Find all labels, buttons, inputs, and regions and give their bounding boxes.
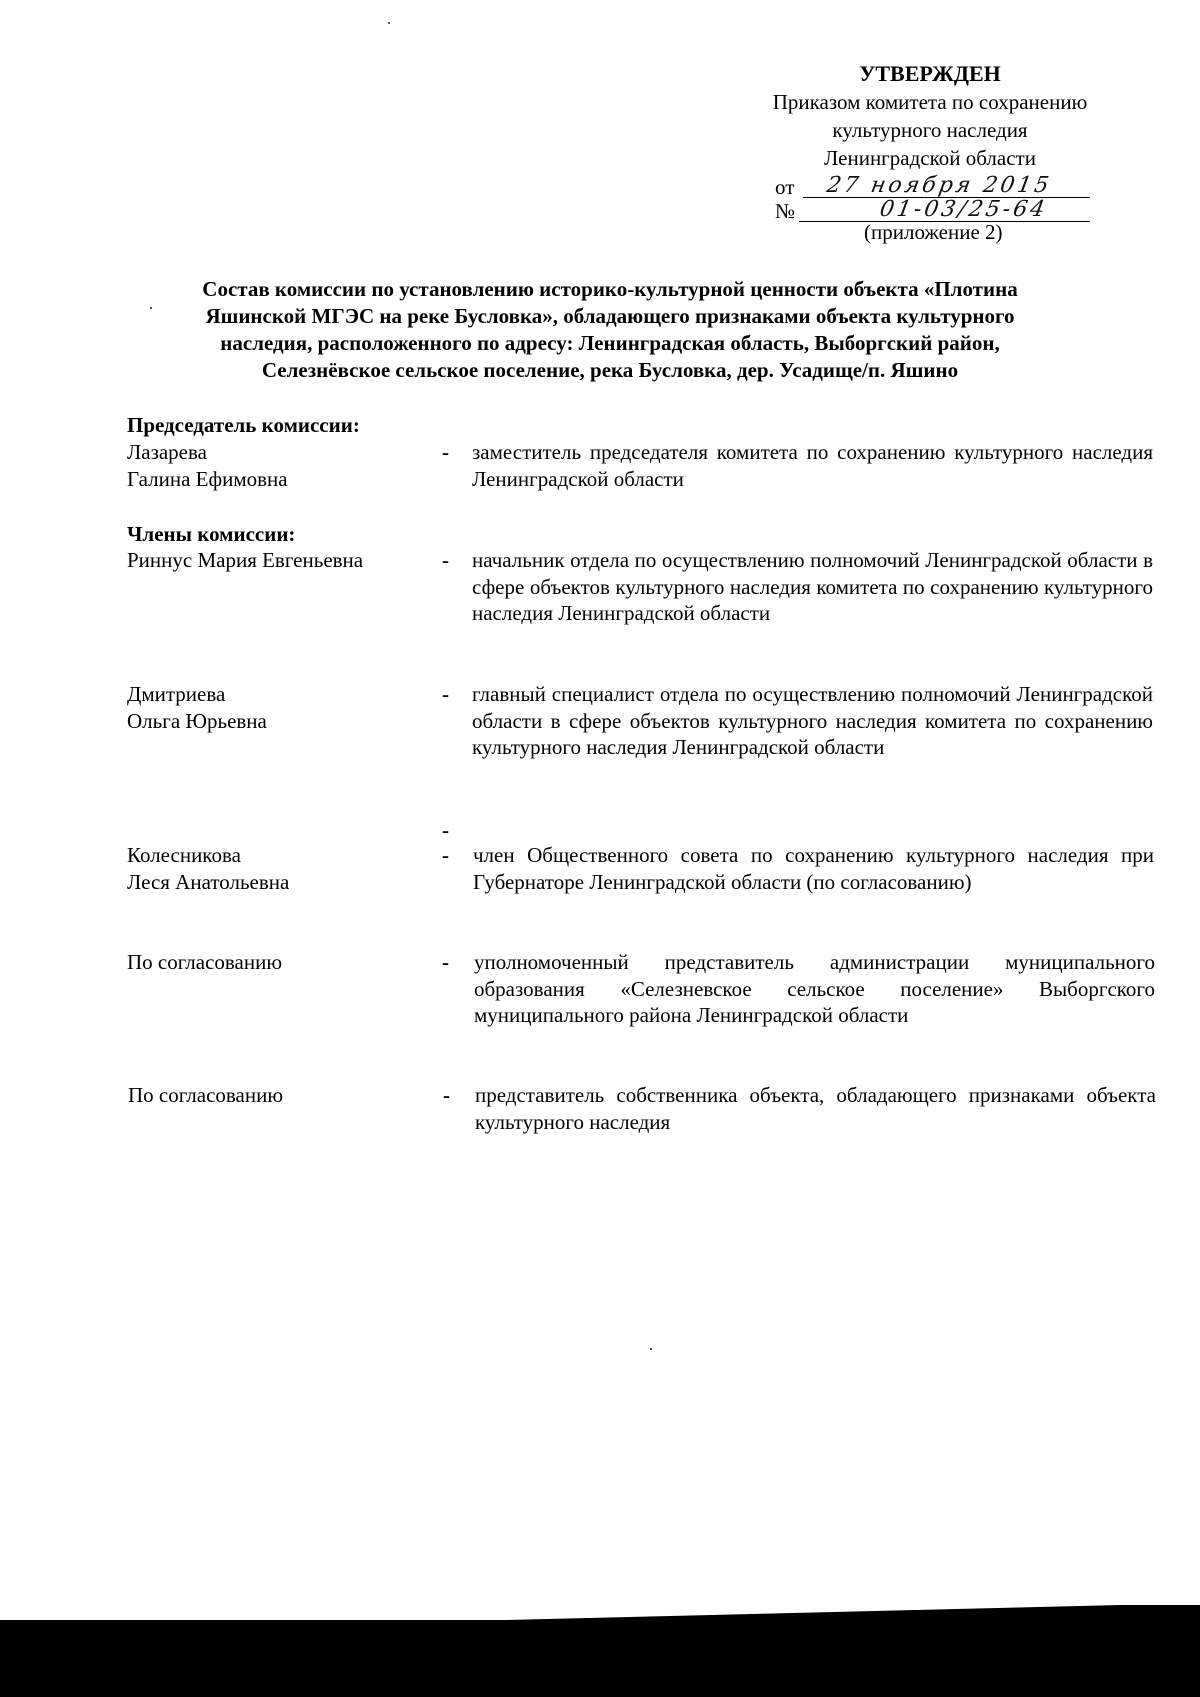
scan-speck <box>650 1348 652 1350</box>
member-dash: - <box>442 682 449 706</box>
member-description: член Общественного совета по сохранению культурного наследия при Губернаторе Ленинградской области (по согласованию) <box>473 843 1154 894</box>
chair-heading: Председатель комиссии: <box>127 413 360 437</box>
member-name-line: Галина Ефимовна <box>127 466 288 491</box>
approval-order-line: Приказом комитета по сохранению <box>772 90 1088 114</box>
approval-region-line: Ленинградской области <box>824 146 1036 170</box>
commission-member <box>127 439 1153 493</box>
member-name-line: Ольга Юрьевна <box>127 708 267 733</box>
scan-border <box>0 1620 1200 1697</box>
document-title <box>140 276 1080 384</box>
approval-committee-line: культурного наследия <box>832 118 1028 142</box>
scan-speck <box>388 22 390 24</box>
commission-member <box>127 842 1153 922</box>
member-dash: - <box>442 950 449 974</box>
member-name-line: Колесникова <box>127 843 241 867</box>
member-dash: - <box>442 548 449 572</box>
document-title-line: Состав комиссии по установлению историко-культурной ценности объекта «Плотина <box>202 277 1018 301</box>
approval-attachment-note: (приложение 2) <box>864 220 1003 244</box>
member-name-line: По согласованию <box>127 950 283 974</box>
document-title-line: Яшинской МГЭС на реке Бусловка», обладающего признаками объекта культурного <box>205 304 1015 328</box>
member-name <box>127 547 427 574</box>
member-description: начальник отдела по осуществлению полномочий Ленинградской области в сфере объектов культурного наследия комитета по сохранению культурного наследия Ленинградской области <box>472 548 1153 625</box>
member-name <box>127 439 427 492</box>
approval-title: УТВЕРЖДЕН <box>859 61 1001 86</box>
member-dash: - <box>442 843 449 867</box>
member-description: заместитель председателя комитета по сохранению культурного наследия Ленинградской области <box>472 440 1153 491</box>
approval-block <box>730 60 1130 172</box>
commission-member <box>127 681 1153 789</box>
member-name-line: Лазарева <box>127 440 207 464</box>
document-title-line: наследия, расположенного по адресу: Ленинградская область, Выборгский район, <box>220 331 1000 355</box>
commission-member <box>128 1082 1154 1136</box>
member-dash: - <box>442 440 449 464</box>
member-description: представитель собственника объекта, обладающего признаками объекта культурного наследия <box>475 1083 1156 1134</box>
member-name-line: Риннус Мария Евгеньевна <box>127 548 364 572</box>
commission-member <box>127 547 1153 655</box>
commission-member <box>127 949 1153 1057</box>
member-description: уполномоченный представитель администрации муниципального образования «Селезневское сельское поселение» Выборгского муниципального района Ленинградской области <box>474 950 1155 1027</box>
approval-number-label: № <box>775 199 796 223</box>
document-title-line: Селезнёвское сельское поселение, река Бусловка, дер. Усадище/п. Яшино <box>261 358 959 382</box>
member-dash: - <box>443 1083 450 1107</box>
member-name-line: Леся Анатольевна <box>127 869 290 894</box>
approval-date-value: 27 ноября 2015 <box>824 173 1054 198</box>
members-heading: Члены комиссии: <box>127 522 296 546</box>
stray-dash: - <box>442 818 449 842</box>
scan-speck <box>150 307 152 309</box>
member-description: главный специалист отдела по осуществлению полномочий Ленинградской области в сфере объектов культурного наследия комитета по сохранению культурного наследия Ленинградской области <box>472 682 1153 759</box>
member-name <box>127 842 427 895</box>
member-name <box>127 681 427 734</box>
approval-date-label: от <box>775 175 795 199</box>
member-name <box>127 949 427 976</box>
member-name <box>128 1082 428 1109</box>
member-name-line: Дмитриева <box>127 682 226 706</box>
member-name-line: По согласованию <box>128 1083 284 1107</box>
approval-number-value: 01-03/25-64 <box>877 197 1050 222</box>
